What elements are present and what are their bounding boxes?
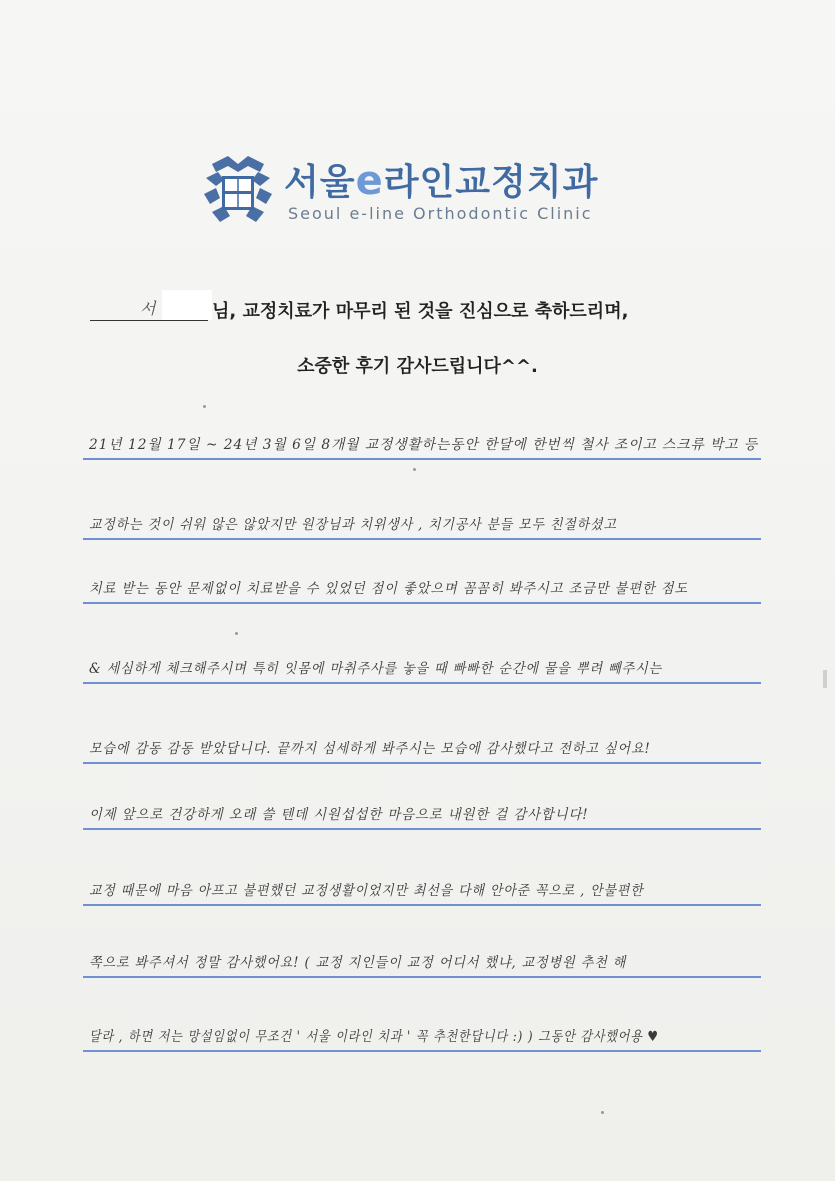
review-line-text: 달라 , 하면 저는 망설임없이 무조건 ' 서울 이라인 치과 ' 꼭 추천한답니다 :) ) 그동안 감사했어용 ♥ [89, 1029, 660, 1045]
review-line-text: 교정 때문에 마음 아프고 불편했던 교정생활이었지만 최선을 다해 안아준 꼭으로 , 안불편한 [89, 883, 644, 899]
clinic-emblem-icon [198, 150, 278, 230]
paper-speck [203, 405, 206, 408]
review-line [83, 724, 761, 764]
ruled-line [83, 904, 761, 906]
greeting-text-1: 님, 교정치료가 마무리 된 것을 진심으로 축하드리며, [212, 301, 629, 322]
review-line [83, 500, 761, 540]
review-line [83, 866, 761, 906]
name-blank-line [90, 320, 208, 321]
name-redaction-box [162, 290, 212, 320]
clinic-name-part1: 서울 [284, 162, 356, 203]
clinic-english-name: Seoul e-line Orthodontic Clinic [288, 204, 593, 223]
ruled-line [83, 538, 761, 540]
review-line [83, 420, 761, 460]
scan-edge-mark [823, 670, 827, 688]
paper-speck [235, 632, 238, 635]
review-line [83, 790, 761, 830]
review-line [83, 564, 761, 604]
ruled-line [83, 1050, 761, 1052]
review-line-text: 치료 받는 동안 문제없이 치료받을 수 있었던 점이 좋았으며 꼼꼼히 봐주시고 조금만 불편한 점도 [89, 581, 689, 597]
ruled-line [83, 976, 761, 978]
ruled-line [83, 682, 761, 684]
clinic-logo [198, 150, 628, 230]
review-line [83, 644, 761, 684]
ruled-line [83, 762, 761, 764]
clinic-name [284, 154, 598, 205]
review-line-text: 21년 12월 17일 ~ 24년 3월 6일 8개월 교정생활하는동안 한달에 한번씩 철사 조이고 스크류 박고 등 [89, 437, 759, 453]
review-line-text: 모습에 감동 감동 받았답니다. 끝까지 섬세하게 봐주시는 모습에 감사했다고 전하고 싶어요! [89, 741, 651, 757]
ruled-line [83, 602, 761, 604]
greeting-line-1 [90, 296, 750, 330]
clinic-name-e: e [355, 158, 384, 204]
greeting-text-2: 소중한 후기 감사드립니다^^. [297, 356, 538, 377]
patient-name-handwritten: 서 [140, 299, 156, 318]
review-line-text: & 세심하게 체크해주시며 특히 잇몸에 마취주사를 놓을 때 빠빠한 순간에 물을 뿌려 빼주시는 [89, 661, 663, 677]
review-line-text: 쪽으로 봐주셔서 정말 감사했어요! ( 교정 지인들이 교정 어디서 했냐, 교정병원 추천 해 [89, 955, 627, 971]
review-line-text: 이제 앞으로 건강하게 오래 쓸 텐데 시원섭섭한 마음으로 내원한 걸 감사합니다! [89, 807, 589, 823]
clinic-name-part2: 라인교정치과 [383, 162, 599, 203]
review-line [83, 1012, 761, 1052]
paper-speck [413, 468, 416, 471]
review-line [83, 938, 761, 978]
ruled-line [83, 828, 761, 830]
ruled-line [83, 458, 761, 460]
paper-speck [601, 1111, 604, 1114]
review-line-text: 교정하는 것이 쉬워 않은 않았지만 원장님과 치위생사 , 치기공사 분들 모두 친절하셨고 [89, 517, 617, 533]
